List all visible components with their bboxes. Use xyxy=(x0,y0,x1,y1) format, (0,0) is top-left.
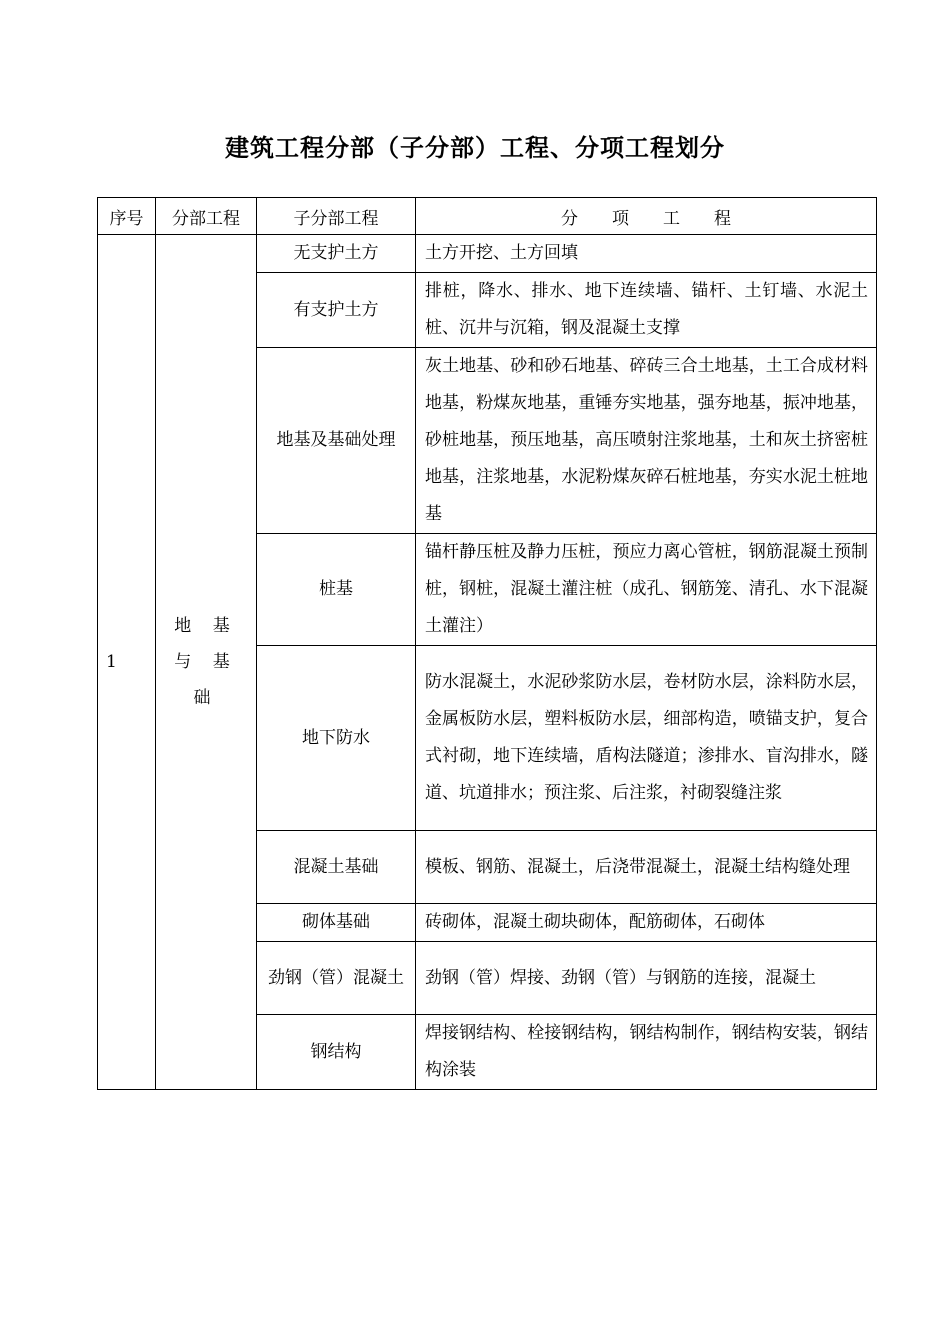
subdivision-cell: 地下防水 xyxy=(257,646,416,831)
items-cell: 排桩，降水、排水、地下连续墙、锚杆、土钉墙、水泥土桩、沉井与沉箱，钢及混凝土支撑 xyxy=(416,273,877,348)
items-cell: 防水混凝土，水泥砂浆防水层，卷材防水层，涂料防水层，金属板防水层，塑料板防水层，细部构造，喷锚支护，复合式衬砌，地下连续墙，盾构法隧道；渗排水、盲沟排水，隧道、坑道排水；预注浆、后注浆，衬砌裂缝注浆 xyxy=(416,646,877,831)
header-items: 分 项 工 程 xyxy=(416,198,877,235)
subdivision-cell: 钢结构 xyxy=(257,1015,416,1090)
items-cell: 砖砌体，混凝土砌块砌体，配筋砌体，石砌体 xyxy=(416,904,877,942)
items-cell: 锚杆静压桩及静力压桩，预应力离心管桩，钢筋混凝土预制桩，钢桩，混凝土灌注桩（成孔、钢筋笼、清孔、水下混凝土灌注） xyxy=(416,534,877,646)
seq-cell: 1 xyxy=(98,235,156,1090)
subdivision-cell: 地基及基础处理 xyxy=(257,348,416,534)
subdivision-cell: 无支护土方 xyxy=(257,235,416,273)
header-subdivision: 子分部工程 xyxy=(257,198,416,235)
header-seq: 序号 xyxy=(98,198,156,235)
division-name-line1: 地 基 xyxy=(174,616,238,636)
subdivision-cell: 桩基 xyxy=(257,534,416,646)
table-row xyxy=(98,235,877,273)
division-table xyxy=(97,197,877,1090)
items-cell: 灰土地基、砂和砂石地基、碎砖三合土地基，土工合成材料地基，粉煤灰地基，重锤夯实地基，强夯地基，振冲地基，砂桩地基，预压地基，高压喷射注浆地基，土和灰土挤密桩地基，注浆地基，水泥粉煤灰碎石桩地基，夯实水泥土桩地基 xyxy=(416,348,877,534)
header-division: 分部工程 xyxy=(156,198,257,235)
header-row xyxy=(98,198,877,235)
subdivision-cell: 混凝土基础 xyxy=(257,831,416,904)
items-cell: 土方开挖、土方回填 xyxy=(416,235,877,273)
items-cell: 焊接钢结构、栓接钢结构，钢结构制作，钢结构安装，钢结构涂装 xyxy=(416,1015,877,1090)
items-cell: 模板、钢筋、混凝土，后浇带混凝土，混凝土结构缝处理 xyxy=(416,831,877,904)
division-name-line2: 与 基 础 xyxy=(174,652,238,708)
page-title: 建筑工程分部（子分部）工程、分项工程划分 xyxy=(225,133,725,162)
items-cell: 劲钢（管）焊接、劲钢（管）与钢筋的连接，混凝土 xyxy=(416,942,877,1015)
subdivision-cell: 有支护土方 xyxy=(257,273,416,348)
subdivision-cell: 劲钢（管）混凝土 xyxy=(257,942,416,1015)
division-cell xyxy=(156,235,257,1090)
subdivision-cell: 砌体基础 xyxy=(257,904,416,942)
